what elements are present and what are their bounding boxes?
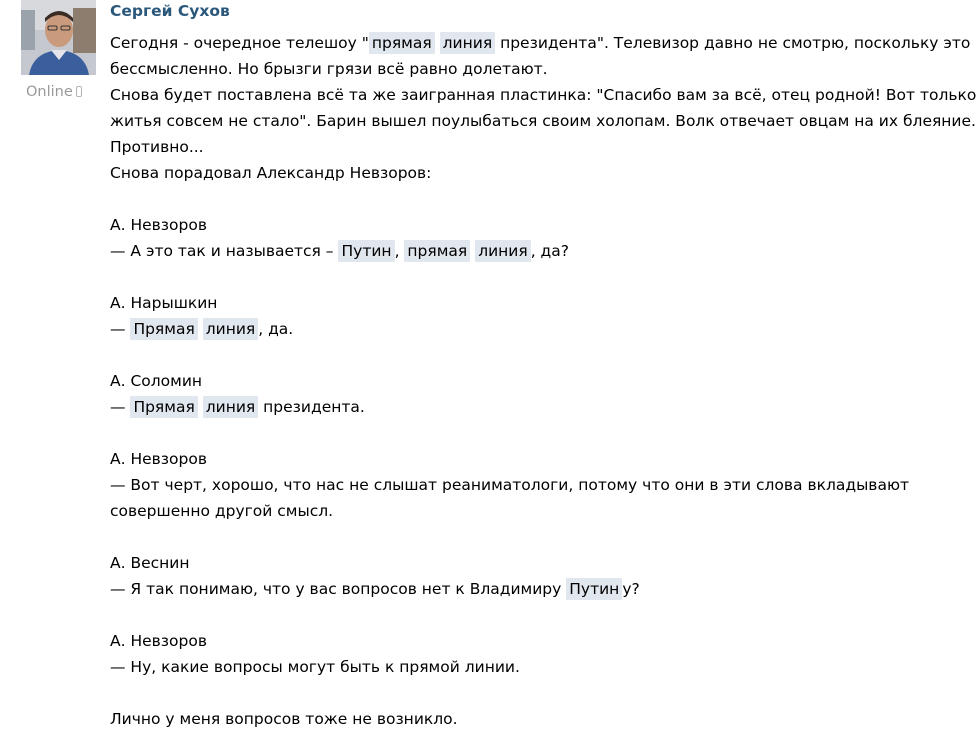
- post-text-segment: — А это так и называется –: [110, 242, 339, 260]
- post-text-segment: бессмысленно. Но брызги грязи всё равно долетают.: [110, 60, 548, 78]
- post-text-segment: А. Соломин: [110, 372, 203, 390]
- post-blank-line: [110, 524, 911, 550]
- post-text-segment: совершенно другой смысл.: [110, 502, 334, 520]
- post-text-segment: — Ну, какие вопросы могут быть к прямой линии.: [110, 658, 520, 676]
- post-text-segment: А. Невзоров: [110, 216, 207, 234]
- post-text-segment: А. Невзоров: [110, 450, 207, 468]
- post-line: [110, 706, 911, 732]
- post-blank-line: [110, 420, 911, 446]
- post-text-segment: президента". Телевизор давно не смотрю, поскольку это: [495, 34, 971, 52]
- post-line: [110, 134, 911, 160]
- author-avatar[interactable]: [21, 0, 96, 75]
- post-text-segment: Сегодня - очередное телешоу ": [110, 34, 369, 52]
- post-text-segment: —: [110, 398, 131, 416]
- post-text-segment: — Я так понимаю, что у вас вопросов нет к Владимиру: [110, 580, 567, 598]
- post-line: [110, 30, 971, 56]
- post-text-segment: Лично у меня вопросов тоже не возникло.: [110, 710, 458, 728]
- post-text-segment: —: [110, 320, 131, 338]
- post-text-segment: — Вот черт, хорошо, что нас не слышат реаниматологи, потому что они в эти слова вкладывают: [110, 476, 910, 494]
- post-line: [110, 628, 911, 654]
- post-text-segment: у?: [622, 580, 640, 598]
- post-text-segment: [198, 320, 203, 338]
- post-text-segment: [435, 34, 440, 52]
- post-line: [110, 394, 911, 420]
- post-blank-line: [110, 680, 911, 706]
- search-highlight: линия: [203, 318, 259, 340]
- search-highlight: линия: [475, 240, 531, 262]
- search-highlight: Путин: [566, 578, 622, 600]
- online-status: [26, 84, 82, 100]
- post-line: [110, 368, 911, 394]
- online-status-label: Online: [26, 84, 73, 100]
- post-line: [110, 316, 911, 342]
- post-text: [110, 30, 976, 732]
- post-text-segment: А. Нарышкин: [110, 294, 218, 312]
- post-line: [110, 108, 976, 134]
- post-line: [110, 446, 911, 472]
- post-line: [110, 654, 911, 680]
- post-text-segment: А. Невзоров: [110, 632, 207, 650]
- search-highlight: линия: [203, 396, 259, 418]
- search-highlight: прямая: [404, 240, 470, 262]
- post-blank-line: [110, 264, 911, 290]
- post-text-segment: Снова будет поставлена всё та же заигранная пластинка: "Спасибо вам за всё, отец родной! Вот только: [110, 86, 976, 104]
- post-text-segment: ,: [394, 242, 405, 260]
- post-line: [110, 472, 911, 498]
- post-text-segment: , да?: [530, 242, 569, 260]
- phone-icon: [76, 86, 82, 97]
- search-highlight: Прямая: [130, 318, 197, 340]
- post-line: [110, 290, 911, 316]
- post-line: [110, 238, 911, 264]
- post-text-segment: А. Веснин: [110, 554, 190, 572]
- avatar-photo: [21, 0, 96, 75]
- search-highlight: Прямая: [130, 396, 197, 418]
- post-text-segment: Противно...: [110, 138, 204, 156]
- post-text-segment: президента.: [258, 398, 365, 416]
- post-line: [110, 212, 911, 238]
- post-blank-line: [110, 186, 911, 212]
- post-text-segment: Снова порадовал Александр Невзоров:: [110, 164, 432, 182]
- post-line: [110, 550, 911, 576]
- search-highlight: Путин: [338, 240, 394, 262]
- post-line: [110, 160, 911, 186]
- author-name[interactable]: Сергей Сухов: [110, 2, 230, 20]
- post-line: [110, 82, 976, 108]
- post-text-segment: , да.: [258, 320, 294, 338]
- post-line: [110, 576, 911, 602]
- post-blank-line: [110, 342, 911, 368]
- post-text-segment: житья совсем не стало". Барин вышел поулыбаться своим холопам. Волк отвечает овцам на их блеяние.: [110, 112, 976, 130]
- post-line: [110, 56, 911, 82]
- post-blank-line: [110, 602, 911, 628]
- post-text-segment: [198, 398, 203, 416]
- search-highlight: линия: [440, 32, 496, 54]
- post-line: [110, 498, 911, 524]
- search-highlight: прямая: [369, 32, 435, 54]
